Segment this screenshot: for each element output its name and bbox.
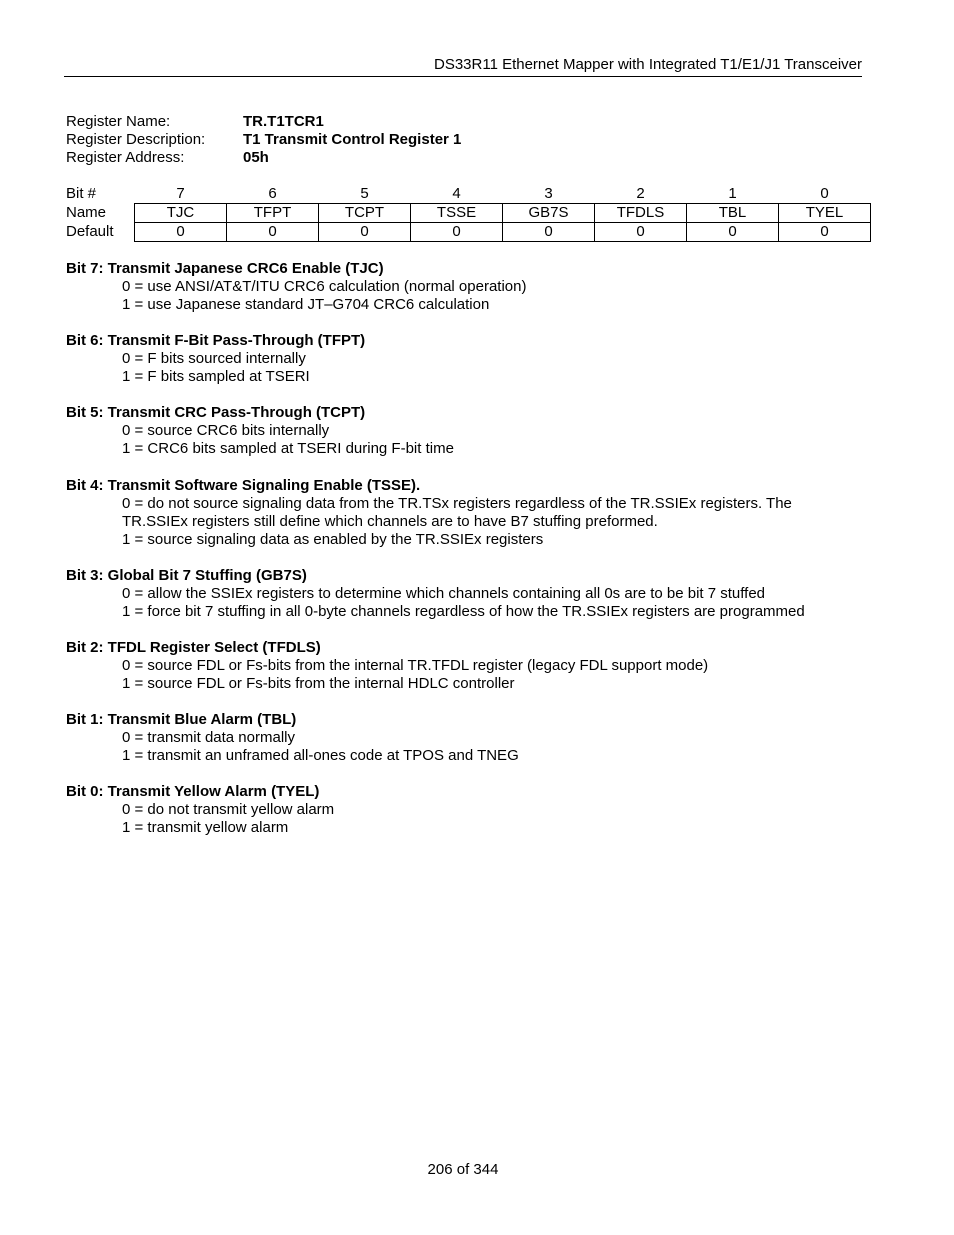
section-line: 1 = force bit 7 stuffing in all 0-byte channels regardless of how the TR.SSIEx registers are programmed <box>122 603 805 620</box>
bit-number: 4 <box>452 185 461 202</box>
section-line: 0 = source FDL or Fs-bits from the internal TR.TFDL register (legacy FDL support mode) <box>122 657 709 674</box>
bit-default-cell: 0 <box>687 223 779 242</box>
bit3-section <box>66 567 866 621</box>
register-info <box>66 113 461 167</box>
bit-default-cell: 0 <box>319 223 411 242</box>
section-line: 0 = transmit data normally <box>122 729 295 746</box>
bit-default-label: Default <box>66 223 114 240</box>
section-line: 1 = source FDL or Fs-bits from the internal HDLC controller <box>122 675 515 692</box>
register-address-row <box>66 149 461 167</box>
bit-name-label: Name <box>66 204 107 221</box>
section-line: 0 = source CRC6 bits internally <box>122 422 330 439</box>
bit2-section <box>66 639 866 693</box>
bit-default-cell: 0 <box>227 223 319 242</box>
section-line: TR.SSIEx registers still define which channels are to have B7 stuffing preformed. <box>122 513 658 530</box>
bit-name-cell: TJC <box>135 204 227 223</box>
section-line: 1 = source signaling data as enabled by the TR.SSIEx registers <box>122 531 544 548</box>
bit-default-cell: 0 <box>411 223 503 242</box>
section-title: Bit 7: Transmit Japanese CRC6 Enable (TJC) <box>66 260 384 277</box>
register-name-value: TR.T1TCR1 <box>243 113 324 130</box>
register-description-value: T1 Transmit Control Register 1 <box>243 131 462 148</box>
bit-number: 5 <box>360 185 369 202</box>
bit-name-cell: TFDLS <box>595 204 687 223</box>
section-title: Bit 0: Transmit Yellow Alarm (TYEL) <box>66 783 320 800</box>
bit7-section <box>66 260 866 314</box>
section-line: 1 = transmit an unframed all-ones code at TPOS and TNEG <box>122 747 519 764</box>
bit-default-row <box>66 223 871 242</box>
bit1-section <box>66 711 866 765</box>
bit-default-cell: 0 <box>595 223 687 242</box>
bit-name-cell: TCPT <box>319 204 411 223</box>
bit-number: 7 <box>176 185 185 202</box>
bit-number-label: Bit # <box>66 185 97 203</box>
bit-default-cell: 0 <box>503 223 595 242</box>
section-line: 0 = allow the SSIEx registers to determine which channels containing all 0s are to be bit 7 stuffed <box>122 585 766 602</box>
section-title: Bit 1: Transmit Blue Alarm (TBL) <box>66 711 297 728</box>
bit-table <box>66 185 871 242</box>
bit-name-cell: TYEL <box>779 204 871 223</box>
section-line: 0 = F bits sourced internally <box>122 350 306 367</box>
bit-name-row <box>66 204 871 223</box>
register-description-label: Register Description: <box>66 131 206 148</box>
bit-number-row <box>66 185 871 204</box>
bit-name-cell: TBL <box>687 204 779 223</box>
bit-number: 1 <box>728 185 737 202</box>
page-number: 206 of 344 <box>427 1161 499 1178</box>
bit-number: 0 <box>820 185 829 202</box>
bit-default-cell: 0 <box>135 223 227 242</box>
register-name-label: Register Name: <box>66 113 171 130</box>
bit-name-cell: TSSE <box>411 204 503 223</box>
bit5-section <box>66 404 866 458</box>
section-title: Bit 3: Global Bit 7 Stuffing (GB7S) <box>66 567 307 584</box>
bit-number: 2 <box>636 185 645 202</box>
register-name-row <box>66 113 461 131</box>
bit0-section <box>66 783 866 837</box>
bit-default-cell: 0 <box>779 223 871 242</box>
section-line: 0 = do not transmit yellow alarm <box>122 801 335 818</box>
section-line: 1 = use Japanese standard JT–G704 CRC6 calculation <box>122 296 490 313</box>
bit-number: 3 <box>544 185 553 202</box>
register-address-value: 05h <box>243 149 269 166</box>
section-line: 0 = do not source signaling data from the TR.TSx registers regardless of the TR.SSIEx registers. The <box>122 495 792 512</box>
register-address-label: Register Address: <box>66 149 185 166</box>
section-title: Bit 6: Transmit F-Bit Pass-Through (TFPT) <box>66 332 366 349</box>
section-line: 1 = F bits sampled at TSERI <box>122 368 310 385</box>
bit-name-cell: TFPT <box>227 204 319 223</box>
bit6-section <box>66 332 866 386</box>
page-header: DS33R11 Ethernet Mapper with Integrated T1/E1/J1 Transceiver <box>64 56 862 77</box>
section-title: Bit 4: Transmit Software Signaling Enable (TSSE). <box>66 477 421 494</box>
section-title: Bit 2: TFDL Register Select (TFDLS) <box>66 639 321 656</box>
bit-number: 6 <box>268 185 277 202</box>
bit-name-cell: GB7S <box>503 204 595 223</box>
section-line: 1 = CRC6 bits sampled at TSERI during F-bit time <box>122 440 454 457</box>
section-title: Bit 5: Transmit CRC Pass-Through (TCPT) <box>66 404 366 421</box>
register-description-row <box>66 131 461 149</box>
section-line: 0 = use ANSI/AT&T/ITU CRC6 calculation (normal operation) <box>122 278 527 295</box>
bit4-section <box>66 477 866 549</box>
section-line: 1 = transmit yellow alarm <box>122 819 289 836</box>
